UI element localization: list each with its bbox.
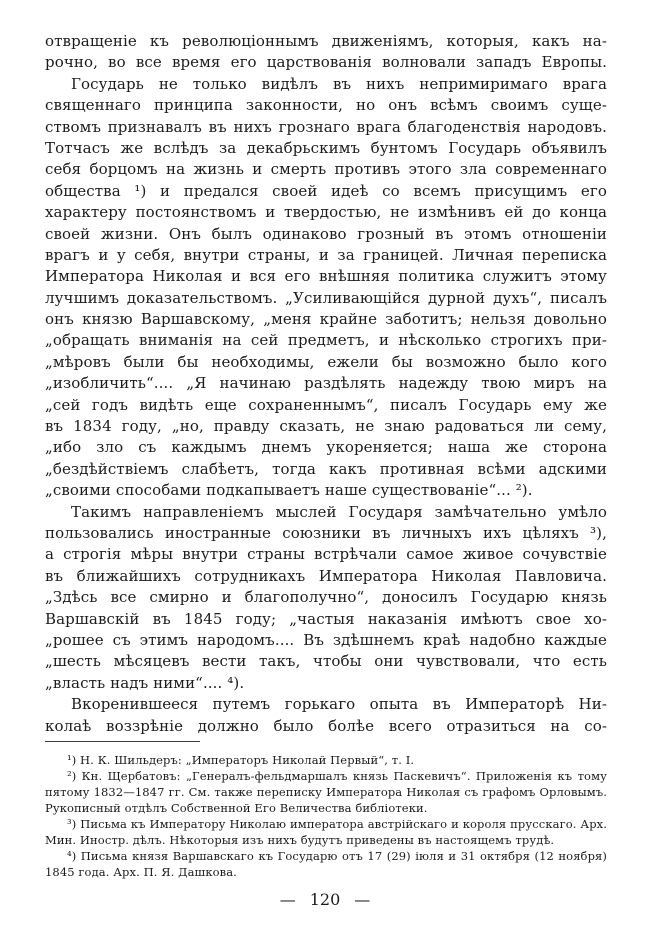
footnote-line: ⁴) Письма князя Варшавскаго къ Государю отъ 17 (29) іюля и 31 октября (12 ноября): [67, 849, 607, 863]
body-text-line: отвращеніе къ революціоннымъ движеніямъ, которыя, какъ на-: [45, 32, 607, 50]
footnote-separator: [45, 741, 200, 742]
footnotes: [45, 752, 607, 880]
body-text-line: своей жизни. Онъ былъ одинаково грозный въ этомъ отношеніи: [45, 224, 607, 243]
footnote-line: ¹) Н. К. Шильдеръ: „Императоръ Николай Первый“, т. I.: [67, 753, 415, 767]
body-text-line: врагъ и у себя, внутри страны, и за границей. Личная переписка: [45, 245, 607, 264]
body-text-line: „шесть мѣсяцевъ вести такъ, чтобы они чувствовали, что есть: [45, 652, 607, 671]
body-text-line: „мѣровъ были бы необходимы, ежели бы возможно было кого: [45, 352, 607, 371]
body-text-line: „ибо зло съ каждымъ днемъ укореняется; наша же сторона: [45, 438, 607, 457]
body-text-line: въ 1834 году, „но, правду сказать, не знаю радоваться ли сему,: [45, 417, 607, 436]
body-text: [45, 31, 607, 737]
body-text-line: Такимъ направленіемъ мыслей Государя замѣчательно умѣло: [71, 502, 607, 521]
body-text-line: Варшавскій въ 1845 году; „частыя наказанія имѣютъ свое хо-: [45, 609, 607, 628]
body-text-line: священнаго принципа законности, но онъ всѣмъ своимъ суще-: [45, 96, 607, 115]
body-text-line: лучшимъ доказательствомъ. „Усиливающійся дурной духъ“, писалъ: [45, 288, 607, 307]
body-text-line: „своими способами подкапываетъ наше существованіе“... ²).: [45, 481, 533, 500]
footnote-line: Рукописный отдѣлъ Собственной Его Величества библіотеки.: [45, 801, 428, 815]
body-text-line: „Здѣсь все смирно и благополучно“, доносилъ Государю князь: [45, 588, 607, 607]
page-number-dash-right: —: [354, 890, 371, 909]
footnote-line: ²) Кн. Щербатовъ: „Генералъ-фельдмаршалъ князь Паскевичъ“. Приложенія къ тому: [67, 769, 607, 783]
page-number: 120: [309, 890, 341, 909]
body-text-line: Государь не только видѣлъ въ нихъ непримиримаго врага: [71, 74, 607, 93]
body-text-line: онъ князю Варшавскому, „меня крайне заботитъ; нельзя довольно: [45, 310, 607, 329]
body-text-line: „власть надъ ними“.... ⁴).: [45, 673, 245, 692]
footnote-line: 1845 года. Арх. П. Я. Дашкова.: [45, 865, 237, 879]
body-text-line: рочно, во все время его царствованія волновали западъ Европы.: [45, 53, 607, 72]
body-text-line: пользовались иностранные союзники въ личныхъ ихъ цѣляхъ ³),: [45, 523, 607, 542]
body-text-line: „рошее съ этимъ народомъ.... Въ здѣшнемъ краѣ надобно каждые: [45, 630, 607, 649]
body-text-line: характеру постоянствомъ и твердостью, не измѣнивъ ей до конца: [45, 203, 607, 222]
body-text-line: а строгія мѣры внутри страны встрѣчали самое живое сочувствіе: [45, 545, 607, 564]
footnote-line: пятому 1832—1847 гг. См. также переписку Императора Николая съ графомъ Орловымъ.: [45, 785, 607, 799]
body-text-line: въ ближайшихъ сотрудникахъ Императора Николая Павловича.: [45, 566, 607, 585]
page-number-dash-left: —: [279, 890, 296, 909]
body-text-line: „бездѣйствіемъ слабѣетъ, тогда какъ противная всѣми адскими: [45, 459, 607, 478]
footnote-line: Мин. Иностр. дѣлъ. Нѣкоторыя изъ нихъ будутъ приведены въ настоящемъ трудѣ.: [45, 833, 555, 847]
footnote-line: ³) Письма къ Императору Николаю императора австрійскаго и короля прусскаго. Арх.: [67, 817, 607, 831]
body-text-line: Тотчасъ же вслѣдъ за декабрьскимъ бунтомъ Государь объявилъ: [45, 138, 607, 157]
body-text-line: Императора Николая и вся его внѣшняя политика служитъ этому: [45, 267, 607, 286]
body-text-line: ствомъ признавалъ въ нихъ грознаго врага благоденствія народовъ.: [45, 117, 607, 136]
body-text-line: общества ¹) и предался своей идеѣ со всемъ присущимъ его: [45, 181, 607, 200]
body-text-line: Вкоренившееся путемъ горькаго опыта въ Императорѣ Ни-: [71, 695, 607, 714]
body-text-line: „обращать вниманія на сей предметъ, и нѣсколько строгихъ при-: [45, 331, 607, 350]
body-text-line: колаѣ воззрѣніе должно было болѣе всего отразиться на со-: [45, 716, 607, 735]
body-text-line: „изобличить“.... „Я начинаю раздѣлять надежду твою миръ на: [45, 374, 607, 393]
body-text-line: „сей годъ видѣть еще сохраненнымъ“, писалъ Государь ему же: [45, 395, 607, 414]
page-footer: [0, 890, 650, 909]
body-text-line: себя борцомъ на жизнь и смерть противъ этого зла современнаго: [45, 160, 607, 179]
